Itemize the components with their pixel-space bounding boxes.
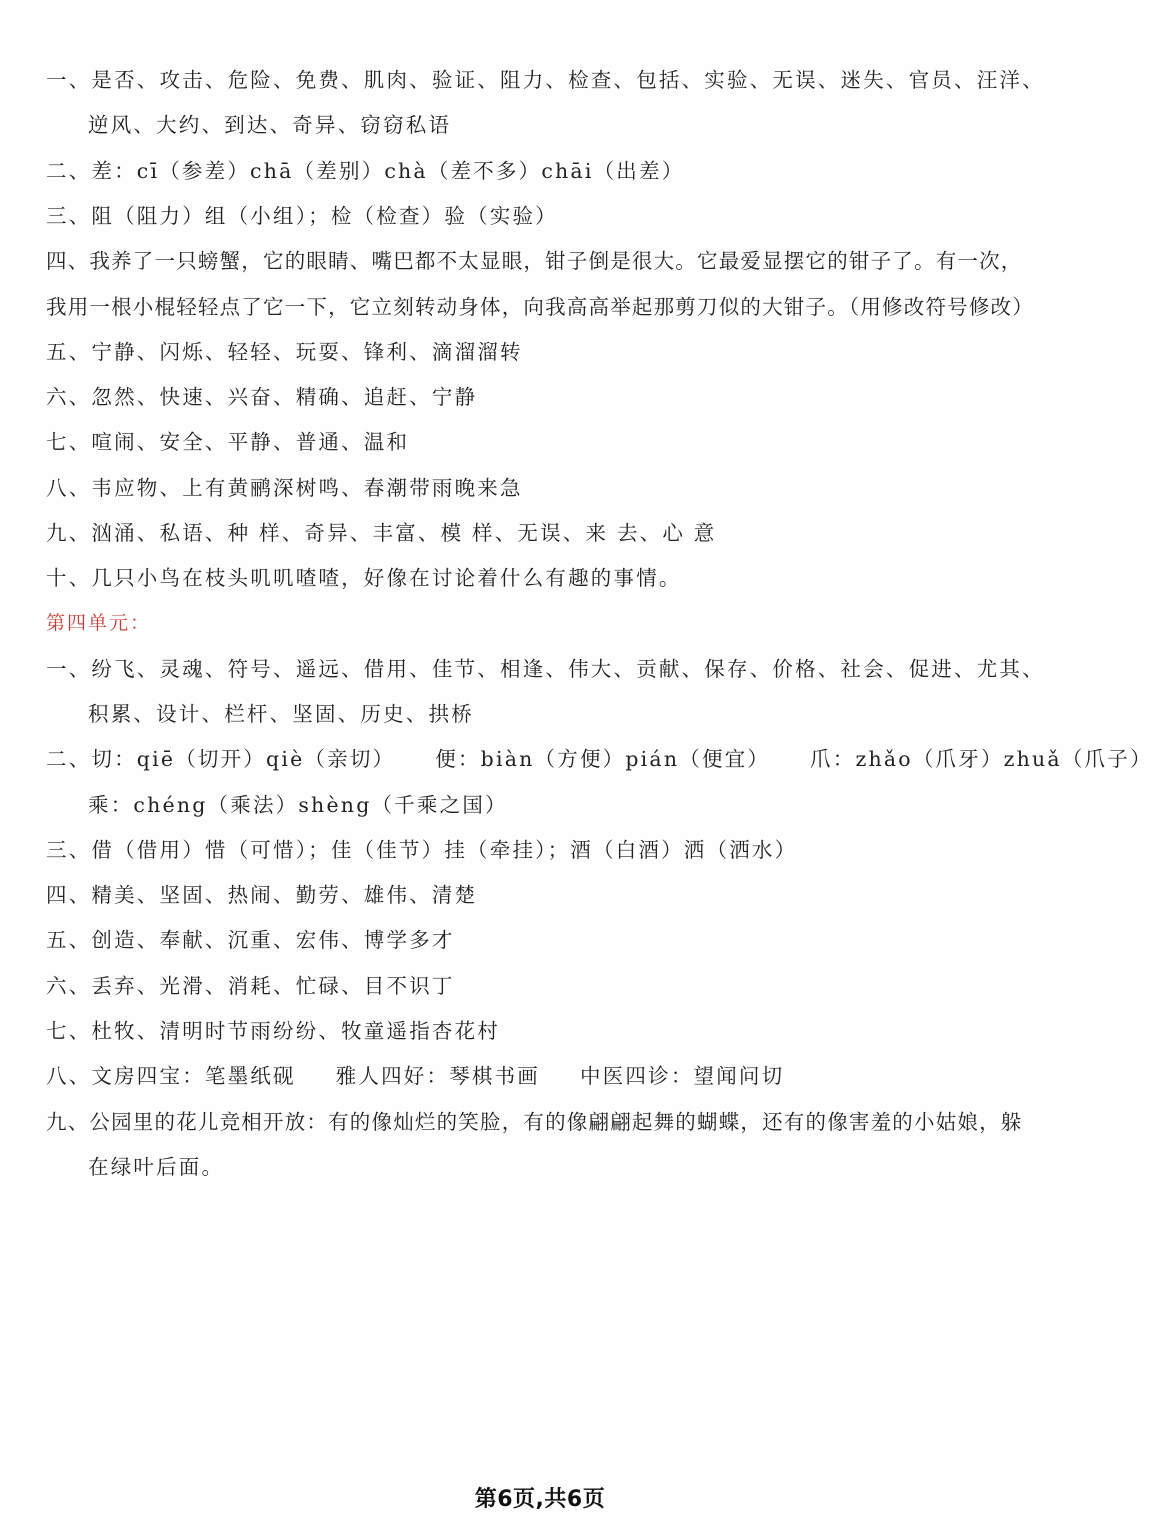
unit-four-heading: 第四单元：	[46, 612, 152, 634]
answer-line: 九、公园里的花儿竞相开放：有的像灿烂的笑脸，有的像翩翩起舞的蝴蝶，还有的像害羞的小姑娘，躲	[46, 1110, 1023, 1134]
answer-line: 在绿叶后面。	[88, 1155, 225, 1179]
four-treasures-item: 八、文房四宝：笔墨纸砚	[46, 1064, 296, 1088]
answer-line: 四、我养了一只螃蟹，它的眼睛、嘴巴都不太显眼，钳子倒是很大。它最爱显摆它的钳子了。有一次，	[46, 249, 1023, 273]
answer-line: 五、创造、奉献、沉重、宏伟、博学多才	[46, 928, 455, 952]
answer-line: 二、差：cī（参差）chā（差别）chà（差不多）chāi（出差）	[46, 159, 685, 183]
answer-line: 七、杜牧、清明时节雨纷纷、牧童遥指杏花村	[46, 1019, 500, 1043]
answer-line: 七、喧闹、安全、平静、普通、温和	[46, 430, 410, 454]
answer-line: 积累、设计、栏杆、坚固、历史、拱桥	[88, 702, 474, 726]
answer-line: 逆风、大约、到达、奇异、窃窃私语	[88, 113, 452, 137]
pinyin-item-qie: 二、切：qiē（切开）qiè（亲切）	[46, 747, 396, 771]
answer-line: 三、阻（阻力）组（小组）；检（检查）验（实验）	[46, 204, 558, 228]
answer-line: 乘：chéng（乘法）shèng（千乘之国）	[88, 793, 508, 817]
four-hobbies-item: 雅人四好：琴棋书画	[335, 1064, 541, 1088]
page-number-footer: 第6页,共6页	[474, 1487, 606, 1512]
answer-line: 一、是否、攻击、危险、免费、肌肉、验证、阻力、检查、包括、实验、无误、迷失、官员、汪洋、	[46, 68, 1045, 92]
four-diagnoses-item: 中医四诊：望闻问切	[580, 1064, 785, 1088]
answer-line: 六、丢弃、光滑、消耗、忙碌、目不识丁	[46, 974, 455, 998]
answer-line: 八、韦应物、上有黄鹂深树鸣、春潮带雨晚来急	[46, 476, 523, 500]
pinyin-item-bian: 便：biàn（方便）pián（便宜）	[435, 747, 771, 771]
answer-line: 五、宁静、闪烁、轻轻、玩耍、锋利、滴溜溜转	[46, 340, 523, 364]
answer-line: 我用一根小棍轻轻点了它一下，它立刻转动身体，向我高高举起那剪刀似的大钳子。（用修改符号修改）	[46, 295, 1034, 319]
answer-line: 一、纷飞、灵魂、符号、遥远、借用、佳节、相逢、伟大、贡献、保存、价格、社会、促进、尤其、	[46, 657, 1045, 681]
pinyin-item-zhao: 爪：zhǎo（爪牙）zhuǎ（爪子）	[810, 747, 1153, 771]
answer-line	[46, 739, 1153, 779]
answer-line	[46, 1056, 1040, 1096]
answer-line: 六、忽然、快速、兴奋、精确、追赶、宁静	[46, 385, 478, 409]
answer-line: 三、借（借用）惜（可惜）；佳（佳节）挂（牵挂）；酒（白酒）洒（洒水）	[46, 838, 798, 862]
answer-line: 四、精美、坚固、热闹、勤劳、雄伟、清楚	[46, 883, 478, 907]
answer-line: 九、汹涌、私语、种 样、奇异、丰富、模 样、无误、来 去、心 意	[46, 521, 717, 545]
answer-line: 十、几只小鸟在枝头叽叽喳喳，好像在讨论着什么有趣的事情。	[46, 566, 682, 590]
